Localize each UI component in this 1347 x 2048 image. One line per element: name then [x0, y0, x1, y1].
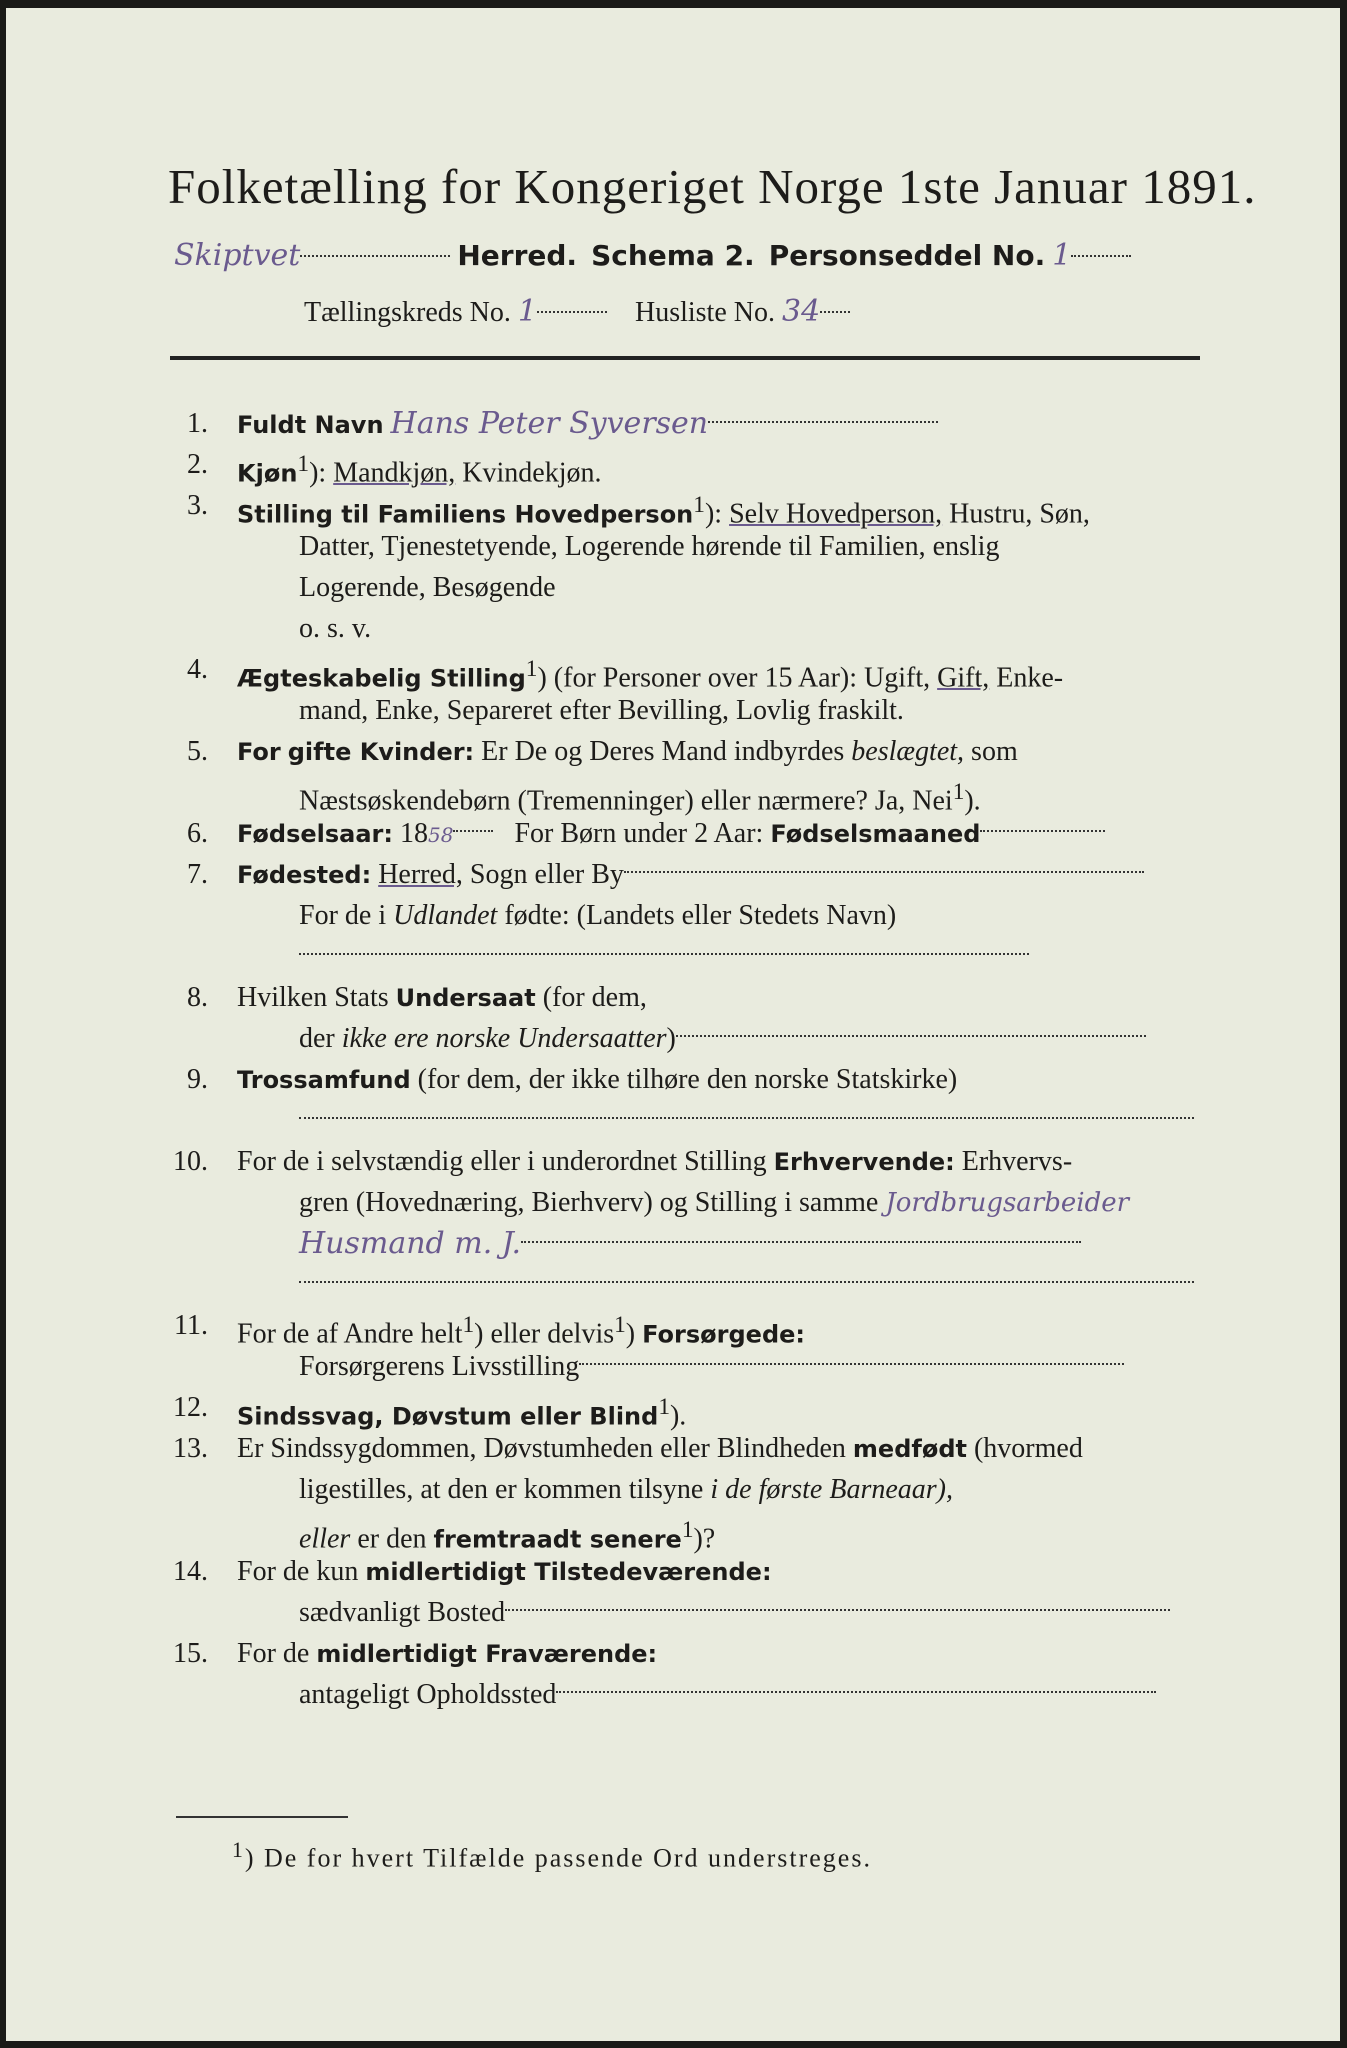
footnote-mark: 1 [614, 1312, 626, 1338]
item-10 [168, 1141, 1204, 1182]
footnote-mark: 1 [952, 779, 965, 805]
personseddel-dotted-line [1071, 255, 1131, 257]
continuation-text [299, 1346, 1204, 1387]
header-line-herred [174, 238, 1204, 286]
dotted-line [453, 830, 493, 832]
item-label: midlertidigt Fraværende: [316, 1640, 658, 1668]
item-label-2: Fødselsmaaned [770, 820, 981, 848]
dotted-line [299, 1281, 1194, 1283]
item-number: 1. [187, 408, 208, 439]
personseddel-label: Personseddel No. [768, 239, 1046, 272]
footnote-mark: 1 [693, 492, 705, 518]
item-4 [168, 649, 1204, 694]
item-line2: Forsørgerens Livsstilling [299, 1351, 580, 1382]
continuation-text [299, 1469, 1204, 1510]
item-text-a: For de kun [237, 1556, 359, 1587]
item-4-continued [168, 690, 1204, 731]
continuation-text: o. s. v. [299, 613, 372, 644]
item-8-continued [168, 1018, 1204, 1059]
item-text-a: ) (for Personer over 15 Aar): Ugift, [537, 662, 931, 694]
item-13-continued [168, 1469, 1204, 1510]
item-text-a: ): [309, 457, 327, 489]
item-italic: ikke ere norske Undersaatter [341, 1023, 667, 1054]
item-label: Fødested: [237, 861, 372, 889]
item-8 [168, 977, 1204, 1018]
continuation-text [299, 1182, 1204, 1224]
item-line2-a: For de i [299, 900, 387, 931]
footnote-mark: 1 [681, 1517, 694, 1543]
item-number: 6. [187, 818, 208, 849]
dotted-line [708, 421, 938, 423]
herred-label: Herred. [457, 239, 578, 272]
item-line2-b: ) [666, 1023, 676, 1054]
item-text [237, 854, 1204, 896]
item-line2-b: fødte: (Landets eller Stedets Navn) [504, 900, 897, 931]
item-end: )? [693, 1523, 716, 1555]
schema-label: Schema 2. [591, 239, 755, 272]
item-text [237, 1551, 1204, 1593]
item-label: Kjøn [237, 459, 298, 488]
birth-year-value: 58 [428, 823, 454, 847]
item-label: Forsørgede: [642, 1320, 805, 1349]
item-label: medfødt [852, 1435, 967, 1463]
item-10-continued [168, 1182, 1204, 1223]
item-text-a: For de af Andre helt [237, 1318, 463, 1350]
continuation-text: Logerende, Besøgende [299, 572, 556, 603]
item-label: Trossamfund [237, 1066, 411, 1094]
item-1 [168, 403, 1204, 444]
item-number: 8. [187, 982, 208, 1013]
item-15-continued [168, 1674, 1204, 1715]
item-15 [168, 1633, 1204, 1674]
continuation-text [299, 1018, 1204, 1059]
personseddel-value: 1 [1052, 238, 1072, 273]
item-5-continued [168, 772, 1204, 817]
item-13 [168, 1428, 1204, 1469]
item-text-b: (for dem, [542, 982, 647, 1013]
item-number: 12. [173, 1392, 208, 1423]
item-number: 3. [187, 490, 208, 521]
option-underlined: Herred, [378, 859, 463, 890]
dotted-line [676, 1035, 1146, 1037]
footnote-text: ) De for hvert Tilfælde passende Ord understreges. [244, 1843, 872, 1873]
item-text-b: (hvormed [973, 1433, 1083, 1464]
item-text-a: For de [237, 1638, 310, 1669]
husliste-value: 34 [781, 294, 821, 329]
item-line2: Næstsøskendebørn (Tremenninger) eller nærmere? Ja, Nei [299, 785, 953, 817]
item-label-a: For [237, 738, 281, 766]
footnote-mark: 1 [462, 1312, 475, 1338]
dotted-line [299, 953, 1029, 955]
occupation-value-2: Husmand m. J. [299, 1226, 522, 1261]
item-6 [168, 813, 1204, 854]
blank-line [299, 936, 1204, 977]
item-line2: gren (Hovednæring, Bierhverv) og Stilling i samme [299, 1187, 879, 1218]
item-line2: antageligt Opholdssted [299, 1679, 557, 1710]
item-3-continued [168, 526, 1204, 567]
husliste-label: Husliste No. [634, 297, 775, 328]
item-number: 5. [187, 736, 208, 767]
dotted-line [505, 1609, 1170, 1611]
item-label: midlertidigt Tilstedeværende: [365, 1558, 772, 1586]
item-italic: eller [299, 1523, 351, 1555]
item-text [237, 403, 1204, 446]
year-prefix: 18 [400, 818, 428, 849]
continuation-text: mand, Enke, Separeret efter Bevilling, Lovlig fraskilt. [299, 695, 904, 726]
item-text-c: ) [625, 1318, 636, 1350]
header-line-kreds [304, 294, 1204, 342]
item-end: ). [669, 1400, 687, 1432]
item-label: Erhvervende: [773, 1148, 955, 1176]
footnote-mark: 1 [525, 656, 538, 682]
dotted-line [624, 871, 1144, 873]
item-text-a: For Børn under 2 Aar: [514, 818, 764, 849]
dotted-line [299, 1117, 1194, 1119]
item-italic: Udlandet [393, 900, 498, 931]
item-end: ). [964, 785, 981, 817]
question-list [168, 403, 1204, 1715]
item-12 [168, 1387, 1204, 1432]
footnote-mark: 1 [297, 451, 310, 477]
occupation-value: Jordbrugsarbeider [885, 1188, 1130, 1218]
item-label-2: fremtraadt senere [433, 1525, 682, 1554]
item-9-blank-line [168, 1100, 1204, 1141]
item-label: gifte Kvinder: [287, 738, 475, 766]
item-number: 4. [187, 654, 208, 685]
item-number: 13. [173, 1433, 208, 1464]
item-text-b: Enke- [996, 662, 1064, 694]
item-3-continued [168, 608, 1204, 649]
option-underlined: Gift, [937, 662, 990, 694]
item-text [237, 1633, 1204, 1675]
item-3-continued [168, 567, 1204, 608]
item-text-b: Erhvervs- [961, 1146, 1073, 1177]
item-text [237, 1059, 1204, 1101]
footnote-mark: 1 [658, 1394, 670, 1420]
kreds-label: Tællingskreds No. [304, 297, 511, 328]
full-name-value: Hans Peter Syversen [390, 406, 709, 441]
item-number: 2. [187, 449, 208, 480]
item-5 [168, 731, 1204, 772]
item-number: 15. [173, 1638, 208, 1669]
item-text-a: Er De og Deres Mand indbyrdes [481, 736, 845, 767]
item-text-a: For de i selvstændig eller i underordnet Stilling [237, 1146, 767, 1177]
footnote [232, 1838, 872, 1874]
dotted-line [980, 830, 1105, 832]
item-line2-a: der [299, 1023, 335, 1054]
item-text-b: som [971, 736, 1018, 767]
item-italic: beslægtet, [851, 736, 965, 767]
blank-line [299, 1264, 1204, 1305]
item-number: 10. [173, 1146, 208, 1177]
item-14 [168, 1551, 1204, 1592]
option: Kvindekjøn. [462, 457, 602, 489]
kreds-value: 1 [517, 294, 537, 329]
item-text [237, 731, 1204, 773]
item-text-a: Sogn eller By [469, 859, 624, 890]
item-label: Sindssvag, Døvstum eller Blind [237, 1402, 659, 1431]
item-text [237, 1141, 1204, 1183]
item-label: Undersaat [395, 984, 536, 1012]
herred-dotted-line [300, 255, 450, 257]
item-label: Fuldt Navn [237, 411, 384, 439]
item-line3-a: er den [357, 1523, 427, 1555]
item-13-continued [168, 1510, 1204, 1555]
continuation-text: Datter, Tjenestetyende, Logerende hørende til Familien, enslig [299, 531, 1000, 562]
kreds-dotted-line [537, 311, 607, 313]
item-text-a: Hvilken Stats [237, 982, 389, 1013]
item-2 [168, 444, 1204, 489]
item-text-b: ) eller delvis [474, 1318, 615, 1350]
item-11 [168, 1305, 1204, 1350]
item-text [237, 813, 1204, 856]
item-number: 9. [187, 1064, 208, 1095]
item-7-blank-line [168, 936, 1204, 977]
item-label: Fødselsaar: [237, 820, 393, 848]
form-title: Folketælling for Kongeriget Norge 1ste Januar 1891. [168, 159, 1257, 214]
item-9 [168, 1059, 1204, 1100]
dotted-line [521, 1241, 1081, 1243]
item-number: 11. [174, 1310, 208, 1341]
item-10-value-line [168, 1223, 1204, 1264]
continuation-text [299, 1674, 1204, 1715]
item-text [237, 977, 1204, 1019]
item-line2: sædvanligt Bosted [299, 1597, 506, 1628]
item-7-continued [168, 895, 1204, 936]
item-number: 7. [187, 859, 208, 890]
item-7 [168, 854, 1204, 895]
dotted-line [556, 1691, 1156, 1693]
census-sheet [6, 8, 1340, 2041]
continuation-text [299, 1592, 1204, 1633]
item-label: Stilling til Familiens Hovedperson [237, 500, 694, 529]
footnote-mark: 1 [232, 1838, 245, 1862]
item-line2-a: ligestilles, at den er kommen tilsyne [299, 1474, 704, 1505]
value-line [299, 1223, 1204, 1265]
item-10-blank-line [168, 1264, 1204, 1305]
footnote-rule [176, 1816, 348, 1818]
item-number: 14. [173, 1556, 208, 1587]
option: Hustru, Søn, [949, 498, 1090, 530]
option-underlined: Mandkjøn, [333, 457, 456, 489]
item-14-continued [168, 1592, 1204, 1633]
item-italic: i de første Barneaar), [710, 1474, 953, 1505]
item-11-continued [168, 1346, 1204, 1387]
header-rule [170, 356, 1200, 360]
husliste-dotted-line [820, 311, 850, 313]
item-text-a: Er Sindssygdommen, Døvstumheden eller Blindheden [237, 1433, 846, 1464]
continuation-text [299, 895, 1204, 936]
item-3 [168, 485, 1204, 530]
herred-value: Skiptvet [174, 238, 301, 273]
item-text [237, 1428, 1204, 1470]
item-text-a: (for dem, der ikke tilhøre den norske Statskirke) [417, 1064, 958, 1095]
option-underlined: Selv Hovedperson, [729, 498, 943, 530]
item-label: Ægteskabelig Stilling [237, 664, 526, 693]
dotted-line [579, 1363, 1124, 1365]
item-text-a: ): [704, 498, 723, 530]
blank-line [299, 1100, 1204, 1141]
